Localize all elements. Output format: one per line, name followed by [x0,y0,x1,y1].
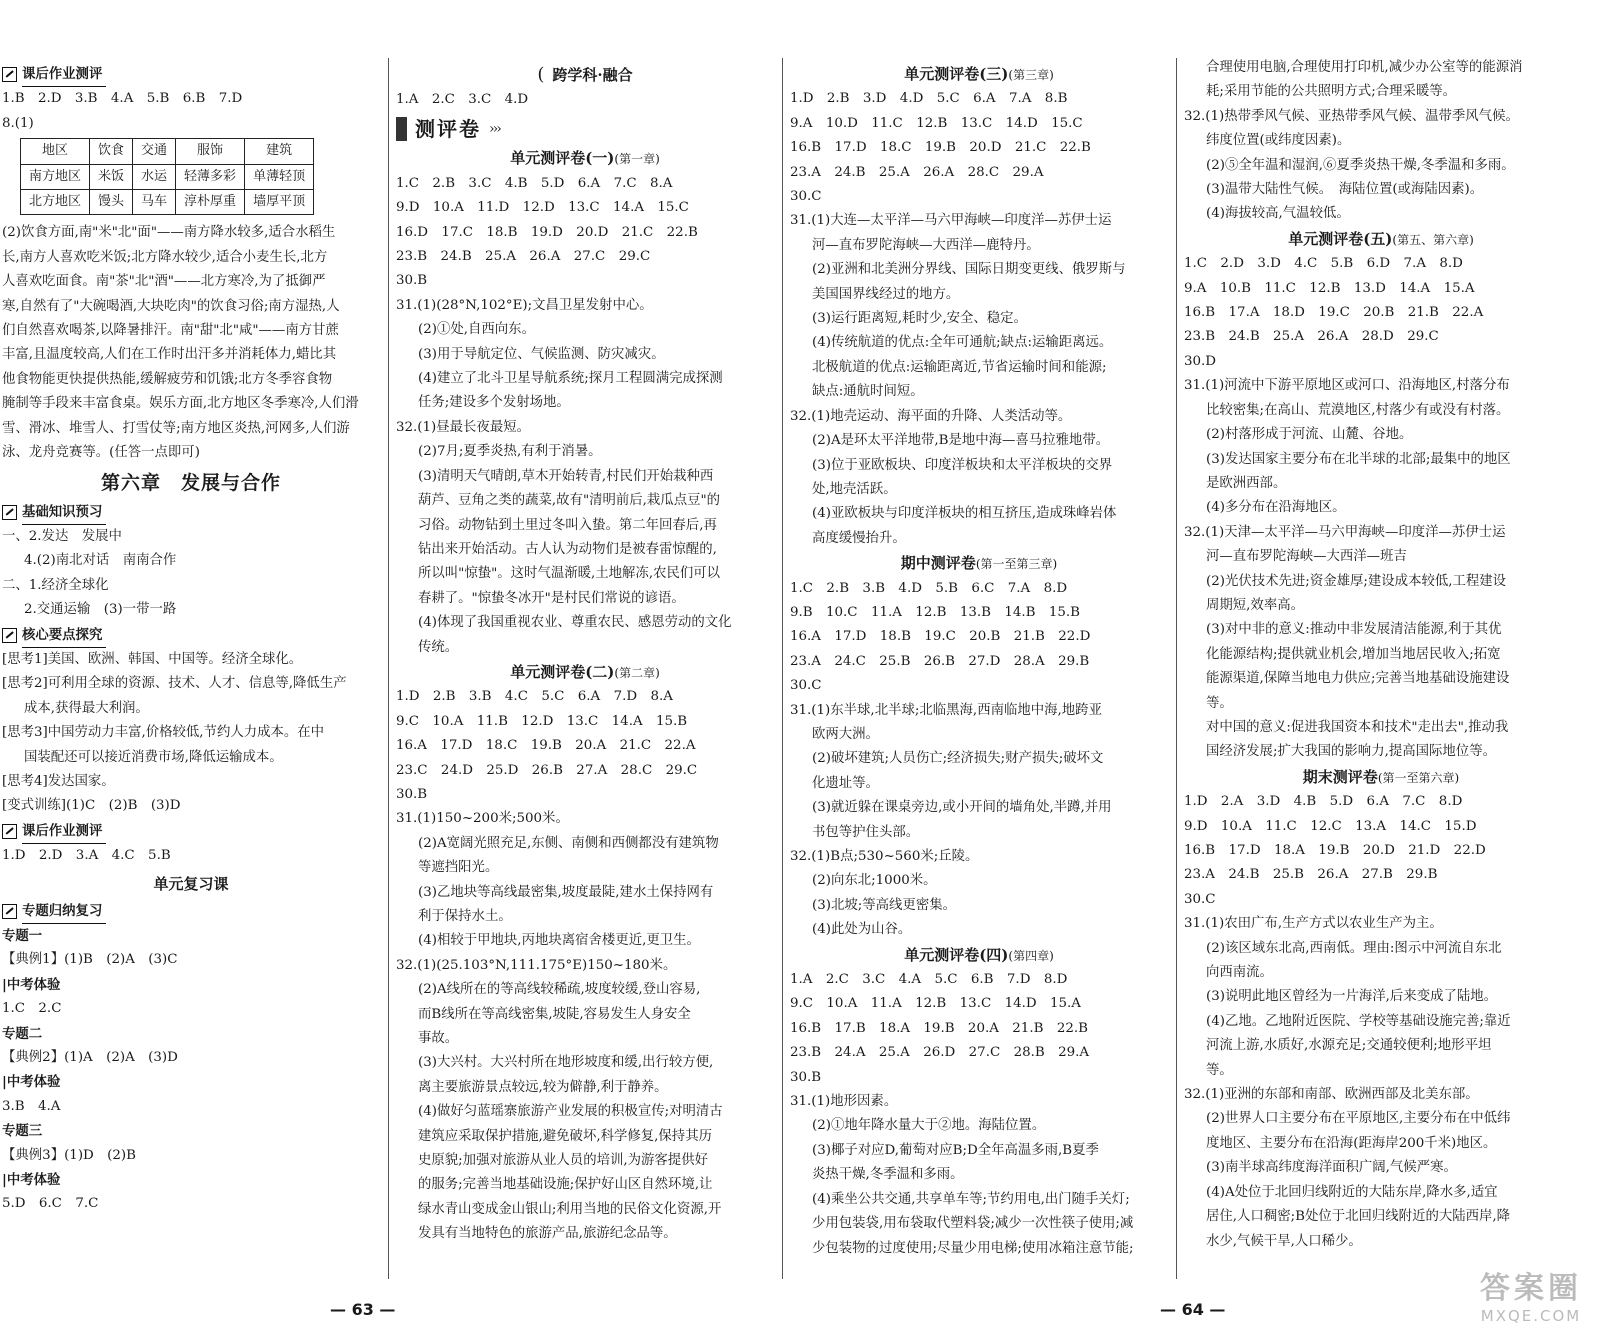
text-line: 寒,自然有了"大碗喝酒,大块吃肉"的饮食习俗;南方湿热,人 [2,298,340,314]
answer-paragraph [1184,105,1578,227]
text-line: |中考体验 [2,1172,61,1189]
cross-subject-title: ( 跨学科·融合 [396,62,774,88]
text-line: 等遮挡阳光。 [418,860,499,876]
text-line: 河—直布罗陀海峡—大西洋—班吉 [1206,549,1407,565]
text-line: 16.B 17.B 18.A 19.B 20.A 21.B 22.B [790,1020,1088,1036]
text-line: [思考2]可利用全球的资源、技术、人才、信息等,降低生产 [2,676,347,692]
text-line: 32.(1)天津—太平洋—马六甲海峡—印度洋—苏伊士运 [1184,524,1506,540]
text-line: 们自然喜欢喝茶,以降暑排汗。南"甜"北"咸"——南方甘蔗 [2,323,339,339]
text-line: 河流上游,水质好,水源充足;交通较便利;地形平坦 [1206,1038,1492,1054]
table-cell: 南方地区 [21,164,90,189]
text-line: 32.(1)B点;530~560米;丘陵。 [790,849,979,864]
text-line: 31.(1)大连—太平洋—马六甲海峡—印度洋—苏伊士运 [790,213,1112,229]
text-line: 【典例3】(1)D (2)B [2,1147,136,1163]
text-line: 1.D 2.B 3.B 4.C 5.C 6.A 7.D 8.A [396,689,673,705]
text-line: (2)饮食方面,南"米"北"面"——南方降水较多,适合水稻生 [2,225,336,241]
answer-paragraph [1184,521,1578,765]
text-line: 31.(1)(28°N,102°E);文昌卫星发射中心。 [396,297,653,313]
section-header: 课后作业测评 [2,819,380,844]
text-line: 处,地壳活跃。 [812,481,897,497]
answer-block [790,87,1168,209]
text-line: 度地区、主要分布在沿海(距海岸200千米)地区。 [1206,1135,1497,1151]
text-line: (4)建立了北斗卫星导航系统;探月工程圆满完成探测 [418,371,723,387]
text-line: 比较密集;在高山、荒漠地区,村落少有或没有村落。 [1206,402,1510,418]
text-line: 30.C [790,189,822,205]
text-line: 春耕了。"惊蛰冬冰开"是村民们常说的谚语。 [418,590,685,606]
text-line: 16.A 17.D 18.B 19.C 20.B 21.B 22.D [790,629,1091,645]
text-line: 32.(1)(25.103°N,111.175°E)150~180米。 [396,957,677,973]
text-line: 30.B [396,786,428,802]
text-line: 耗;采用节能的公共照明方式;合理采暖等。 [1206,84,1457,100]
text-line: (2)①处,自西向东。 [418,322,535,338]
text-line: 3.B 4.A [2,1098,61,1114]
answer-block [1184,790,1578,912]
text-line: 的服务;完善当地基础设施;保护好山区自然环境,让 [418,1177,713,1193]
page-number-left: — 63 — [330,1300,396,1319]
section-header: 专题归纳复习 [2,899,380,924]
unit-test-title: 单元测评卷(一)(第一章) [510,149,660,168]
text-line: (4)A处位于北回归线附近的大陆东岸,降水多,适宜 [1206,1184,1498,1200]
text-line: 5.D 6.C 7.C [2,1196,99,1212]
section-title: 单元复习课 [153,874,229,893]
text-line: (2)A宽阔光照充足,东侧、南侧和西侧都没有建筑物 [418,835,719,851]
text-line: 30.B [790,1069,822,1085]
text-line: (2)A线所在的等高线较稀疏,坡度较缓,登山容易, [418,982,701,998]
watermark-url: MXQE.COM [1480,1307,1582,1325]
section-header: 核心要点探究 [2,623,380,648]
text-line: |中考体验 [2,976,61,993]
text-line: (3)北坡;等高线更密集。 [812,897,956,913]
text-line: (2)破坏建筑;人员伤亡;经济损失;财产损失;破坏文 [812,751,1104,767]
text-line: [思考3]中国劳动力丰富,价格较低,节约人力成本。在中 [2,725,325,741]
text-line: (3)南半球高纬度海洋面积广阔,气候严寒。 [1206,1160,1457,1176]
answer-line: 8.(1) [2,115,34,131]
text-line: 23.B 24.B 25.A 26.A 28.D 29.C [1184,329,1439,345]
column-3 [790,62,1168,1261]
text-line: [思考4]发达国家。 [2,773,115,789]
text-line: 国装配还可以接近消费市场,降低运输成本。 [24,749,283,765]
text-line: 23.A 24.C 25.B 26.B 27.D 28.A 29.B [790,653,1090,669]
text-line: 建筑应采取保护措施,避免破坏,科学修复,保持其历 [418,1128,712,1144]
text-line: (2)世界人口主要分布在平原地区,主要分布在中低纬 [1206,1111,1511,1127]
text-line: 9.B 10.C 11.A 12.B 13.B 14.B 15.B [790,604,1081,620]
text-line: 16.B 17.D 18.C 19.B 20.D 21.C 22.B [790,140,1091,156]
text-line: 人喜欢吃面食。南"茶"北"酒"——北方寒冷,为了抵御严 [2,274,326,290]
answer-paragraph [1184,56,1578,105]
unit-test-title: 单元测评卷(五)(第五、第六章) [1288,229,1474,248]
table-row [21,164,314,189]
text-line: (2)①地年降水量大于②地。海陆位置。 [812,1118,1046,1134]
text-line: 美国国界线经过的地方。 [812,286,960,302]
page-number-right: — 64 — [1160,1300,1226,1319]
table-header-row [21,139,314,164]
chapter-title: 第六章 发展与合作 [100,471,281,494]
text-line: 北极航道的优点:运输距离近,节省运输时间和能源; [812,359,1107,375]
text-line: (2)A是环太平洋地带,B是地中海—喜马拉雅地带。 [812,433,1110,449]
table-row [21,190,314,215]
answer-paragraph [790,405,1168,551]
answer-paragraph [396,294,774,416]
table-header-cell: 交通 [133,139,176,164]
text-line: (2)向东北;1000米。 [812,873,937,889]
table-header-cell: 建筑 [245,139,314,164]
text-line: (4)做好匀蓝瑶寨旅游产业发展的积极宣传;对明清古 [418,1104,723,1120]
text-line: 等。 [1206,695,1233,711]
text-line: 书包等护住头部。 [812,824,920,840]
answer-paragraph [2,924,380,1217]
text-line: 32.(1)亚洲的东部和南部、欧洲西部及北美东部。 [1184,1087,1479,1103]
text-line: (3)用于导航定位、气候监测、防灾减灾。 [418,346,665,362]
text-line: (2)亚洲和北美洲分界线、国际日期变更线、俄罗斯与 [812,262,1126,278]
text-line: 对中国的意义:促进我国资本和技术"走出去",推动我 [1206,719,1509,735]
final-test-title: 期末测评卷(第一至第六章) [1302,767,1460,786]
text-line: (4)海拔较高,气温较低。 [1206,206,1350,222]
text-line: (2)⑤全年温和湿润,⑥夏季炎热干燥,冬季温和多雨。 [1206,157,1515,173]
text-line: 事故。 [418,1031,459,1047]
text-line: 31.(1)150~200米;500米。 [396,811,569,827]
table-cell: 水运 [133,164,176,189]
answer-paragraph [396,954,774,1247]
text-line: 是欧洲西部。 [1206,475,1287,491]
text-line: 缺点:通航时间短。 [812,384,924,400]
column-divider [388,58,389,1279]
text-line: (3)椰子对应D,葡萄对应B;D全年高温多雨,B夏季 [812,1142,1099,1158]
text-line: 31.(1)东半球,北半球;北临黑海,西南临地中海,地跨亚 [790,702,1102,718]
answer-paragraph [2,525,380,623]
text-line: 雪、滑冰、堆雪人、打雪仗等;南方地区炎热,河网多,人们游 [2,420,350,436]
answer-block [396,685,774,807]
text-line: (4)多分布在沿海地区。 [1206,500,1346,516]
answer-line: 1.D 2.D 3.A 4.C 5.B [2,848,171,864]
text-line: 4.(2)南北对话 南南合作 [24,553,177,569]
text-line: 23.A 24.B 25.B 26.A 27.B 29.B [1184,867,1438,883]
text-line: 30.B [396,273,428,289]
text-line: 1.C 2.B 3.C 4.B 5.D 6.A 7.C 8.A [396,175,673,191]
text-line: 葫芦、豆角之类的蔬菜,故有"清明前后,栽瓜点豆"的 [418,493,721,509]
text-line: 长,南方人喜欢吃米饭;北方降水较少,适合小麦生长,北方 [2,249,328,265]
text-line: 能源渠道,保障当地电力供应;完善当地基础设施建设 [1206,671,1510,687]
answer-paragraph [790,699,1168,845]
text-line: 30.D [1184,353,1217,369]
column-2 [396,62,774,1247]
arrows-icon: ››› [489,121,500,138]
text-line: 1.C 2.C [2,1001,62,1017]
answer-block [1184,252,1578,374]
text-line: 专题二 [2,1025,43,1042]
text-line: 发具有当地特色的旅游产品,旅游纪念品等。 [418,1226,677,1242]
text-line: 合理使用电脑,合理使用打印机,减少办公室等的能源消 [1206,60,1523,75]
text-line: (4)亚欧板块与印度洋板块的相互挤压,造成珠峰岩体 [812,506,1117,522]
text-line: 32.(1)昼最长夜最短。 [396,419,530,435]
section-header: 课后作业测评 [2,62,380,87]
text-line: 二、1.经济全球化 [2,577,109,593]
text-line: [思考1]美国、欧洲、韩国、中国等。经济全球化。 [2,651,303,667]
text-line: |中考体验 [2,1074,61,1091]
text-line: 离主要旅游景点较远,较为僻静,利于静养。 [418,1079,668,1095]
text-line: 居住,人口稠密;B处位于北回归线附近的大陆西岸,降 [1206,1209,1511,1225]
text-line: 9.D 10.A 11.C 12.C 13.A 14.C 15.D [1184,818,1477,834]
table-cell: 北方地区 [21,190,90,215]
text-line: 1.A 2.C 3.C 4.A 5.C 6.B 7.D 8.D [790,972,1068,988]
answer-paragraph [396,807,774,953]
text-line: 31.(1)地形因素。 [790,1094,898,1110]
text-line: 16.A 17.D 18.C 19.B 20.A 21.C 22.A [396,738,696,754]
text-line: 一、2.发达 发展中 [2,528,122,544]
text-line: 9.C 10.A 11.B 12.D 13.C 14.A 15.B [396,713,688,729]
unit-test-title: 单元测评卷(三)(第三章) [904,65,1054,83]
text-line: 31.(1)河流中下游平原地区或河口、沿海地区,村落分布 [1184,378,1510,394]
text-line: 利于保持水土。 [418,909,512,924]
text-line: 32.(1)地壳运动、海平面的升降、人类活动等。 [790,408,1072,424]
text-line: 史原貌;加强对旅游从业人员的培训,为游客提供好 [418,1153,708,1169]
text-line: 1.D 2.A 3.D 4.B 5.D 6.A 7.C 8.D [1184,794,1463,810]
column-4 [1184,56,1578,1254]
text-line: (4)乙地。乙地附近医院、学校等基础设施完善;靠近 [1206,1013,1511,1029]
table-cell: 淳朴厚重 [176,190,245,215]
section-header: 基础知识预习 [2,500,380,525]
text-line: 专题三 [2,1123,43,1140]
answer-paragraph [790,1090,1168,1261]
text-line: 【典例2】(1)A (2)A (3)D [2,1050,178,1066]
text-line: 河—直布罗陀海峡—大西洋—鹿特丹。 [812,237,1040,253]
text-line: 31.(1)农田广布,生产方式以农业生产为主。 [1184,916,1443,932]
text-line: 9.D 10.A 11.D 12.D 13.C 14.A 15.C [396,200,689,216]
text-line: 成本,获得最大利润。 [24,700,149,716]
table-header-cell: 饮食 [90,139,133,164]
text-line: 23.A 24.B 25.A 26.A 28.C 29.A [790,164,1044,180]
text-line: (2)村落形成于河流、山麓、谷地。 [1206,427,1413,443]
table-header-cell: 地区 [21,139,90,164]
table-cell: 馒头 [90,190,133,215]
text-line: (3)就近躲在课桌旁边,或小开间的墙角处,半蹲,并用 [812,800,1112,816]
answer-block [790,968,1168,1090]
checkbox-icon [2,505,17,520]
text-line: 任务;建设多个发射场地。 [418,395,570,411]
text-line: 1.C 2.B 3.B 4.D 5.B 6.C 7.A 8.D [790,580,1068,596]
text-line: 1.C 2.D 3.D 4.C 5.B 6.D 7.A 8.D [1184,256,1463,272]
text-line: (3)说明此地区曾经为一片海洋,后来变成了陆地。 [1206,989,1498,1005]
text-line: 纬度位置(或纬度因素)。 [1206,133,1351,149]
answer-paragraph [1184,912,1578,1083]
text-line: 向西南流。 [1206,965,1273,981]
answer-line: 1.A 2.C 3.C 4.D [396,92,529,107]
text-line: 32.(1)热带季风气候、亚热带季风气候、温带季风气候。 [1184,108,1519,124]
text-line: 国经济发展;扩大我国的影响力,提高国际地位等。 [1206,744,1496,760]
banner-bar-icon [396,117,407,141]
text-line: (2)光伏技术先进;资金雄厚;建设成本较低,工程建设 [1206,573,1507,589]
checkbox-icon [2,904,17,919]
text-line: (4)此处为山谷。 [812,922,912,938]
table-cell: 墙厚平顶 [245,190,314,215]
answer-paragraph [396,416,774,660]
text-line: (3)清明天气晴朗,草木开始转青,村民们开始栽种西 [418,468,714,484]
text-line: 1.D 2.B 3.D 4.D 5.C 6.A 7.A 8.B [790,91,1068,107]
text-line: 欧两大洲。 [812,726,879,742]
text-line: (3)乙地块等高线最密集,坡度最陡,建水土保持网有 [418,884,714,900]
test-paper-banner: 测评卷 ››› [396,114,774,144]
text-line: 2.交通运输 (3)一带一路 [24,602,177,618]
text-line: (3)温带大陆性气候。 海陆位置(或海陆因素)。 [1206,182,1484,198]
text-line: (4)体现了我国重视农业、尊重农民、感恩劳动的文化 [418,615,732,631]
text-line: [变式训练](1)C (2)B (3)D [2,798,181,814]
answer-paragraph [790,209,1168,404]
text-line: 16.B 17.A 18.D 19.C 20.B 21.B 22.A [1184,305,1484,321]
text-line: 丰富,且温度较高,人们在工作时出汗多并消耗体力,蜡比其 [2,347,337,363]
table-cell: 单薄轻顶 [245,164,314,189]
checkbox-icon [2,628,17,643]
column-1 [2,62,380,1217]
text-line: 专题一 [2,928,43,944]
text-line: 泳、龙舟竞赛等。(任答一点即可) [2,445,200,461]
text-line: 23.B 24.A 25.A 26.D 27.C 28.B 29.A [790,1045,1090,1061]
table-cell: 米饭 [90,164,133,189]
text-line: (3)大兴村。大兴村所在地形坡度和缓,出行较方便, [418,1055,714,1071]
text-line: 炎热干燥,冬季温和多雨。 [812,1167,964,1183]
text-line: 习俗。动物钻到土里过冬叫入蛰。第二年回春后,再 [418,517,717,533]
text-line: (4)相较于甲地块,丙地块离宿舍楼更近,更卫生。 [418,933,700,949]
text-line: 30.C [790,678,822,694]
answer-paragraph [2,221,380,465]
text-line: 23.B 24.B 25.A 26.A 27.C 29.C [396,249,651,265]
text-line: 化能源结构;提供就业机会,增加当地居民收入;拓宽 [1206,646,1501,662]
answer-block [396,172,774,294]
text-line: 而B线所在等高线密集,坡陡,容易发生人身安全 [418,1006,691,1022]
text-line: 少用包装袋,用布袋取代塑料袋;减少一次性筷子使用;减 [812,1216,1134,1232]
answer-paragraph [790,845,1168,943]
text-line: (4)乘坐公共交通,共享单车等;节约用电,出门随手关灯; [812,1191,1130,1207]
text-line: 传统。 [418,639,459,655]
text-line: (4)传统航道的优点:全年可通航;缺点:运输距离远。 [812,335,1113,351]
midterm-test-title: 期中测评卷(第一至第三章) [900,554,1058,573]
text-line: 9.A 10.B 11.C 12.B 13.D 14.A 15.A [1184,280,1475,296]
answer-paragraph [1184,374,1578,520]
text-line: 等。 [1206,1062,1233,1078]
checkbox-icon [2,824,17,839]
text-line: (3)位于亚欧板块、印度洋板块和太平洋板块的交界 [812,457,1113,473]
text-line: 化遗址等。 [812,775,879,791]
text-line: 腌制等手段来丰富食桌。娱乐方面,北方地区冬季寒冷,人们滑 [2,396,359,412]
table-cell: 轻薄多彩 [176,164,245,189]
text-line: 他食物能更快提供热能,缓解疲劳和饥饿;北方冬季容食物 [2,371,333,387]
column-divider [782,58,783,1279]
table-header-cell: 服饰 [176,139,245,164]
text-line: (3)发达国家主要分布在北半球的北部;最集中的地区 [1206,451,1511,467]
text-line: 所以叫"惊蛰"。这时气温渐暖,土地解冻,农民们可以 [418,566,721,582]
text-line: 30.C [1184,891,1216,907]
text-line: (2)该区域东北高,西南低。理由:图示中河流自东北 [1206,940,1502,956]
text-line: (3)对中非的意义:推动中非发展清洁能源,利于其优 [1206,622,1502,638]
region-table [20,138,314,215]
text-line: 23.C 24.D 25.D 26.B 27.A 28.C 29.C [396,762,698,778]
text-line: (3)运行距离短,耗时少,安全、稳定。 [812,311,1027,327]
answer-line: 1.B 2.D 3.B 4.A 5.B 6.B 7.D [2,91,243,107]
text-line: 少包装物的过度使用;尽量少用电梯;使用冰箱注意节能; [812,1240,1134,1256]
answer-paragraph [2,648,380,819]
text-line: (2)7月;夏季炎热,有利于消暑。 [418,444,602,460]
watermark-logo: 答案圈 [1480,1271,1582,1306]
watermark [1480,1263,1582,1325]
text-line: 绿水青山变成金山银山;利用当地的民俗文化资源,开 [418,1201,722,1217]
text-line: 水少,气候干旱,人口稀少。 [1206,1233,1362,1249]
text-line: 钻出来开始活动。古人认为动物们是被春雷惊醒的, [418,541,717,557]
unit-test-title: 单元测评卷(二)(第二章) [510,662,660,681]
text-line: 【典例1】(1)B (2)A (3)C [2,952,178,968]
unit-test-title: 单元测评卷(四)(第四章) [904,945,1054,964]
table-cell: 马车 [133,190,176,215]
text-line: 周期短,效率高。 [1206,597,1304,613]
text-line: 高度缓慢抬升。 [812,530,906,546]
answer-block [790,577,1168,699]
text-line: 9.A 10.D 11.C 12.B 13.C 14.D 15.C [790,115,1083,131]
text-line: 16.D 17.C 18.B 19.D 20.D 21.C 22.B [396,224,698,240]
checkbox-icon [2,67,17,82]
column-divider [1176,58,1177,1279]
answer-paragraph [1184,1083,1578,1254]
text-line: 16.B 17.D 18.A 19.B 20.D 21.D 22.D [1184,843,1486,858]
text-line: 9.C 10.A 11.A 12.B 13.C 14.D 15.A [790,996,1081,1012]
crescent-icon: ( [537,63,545,85]
